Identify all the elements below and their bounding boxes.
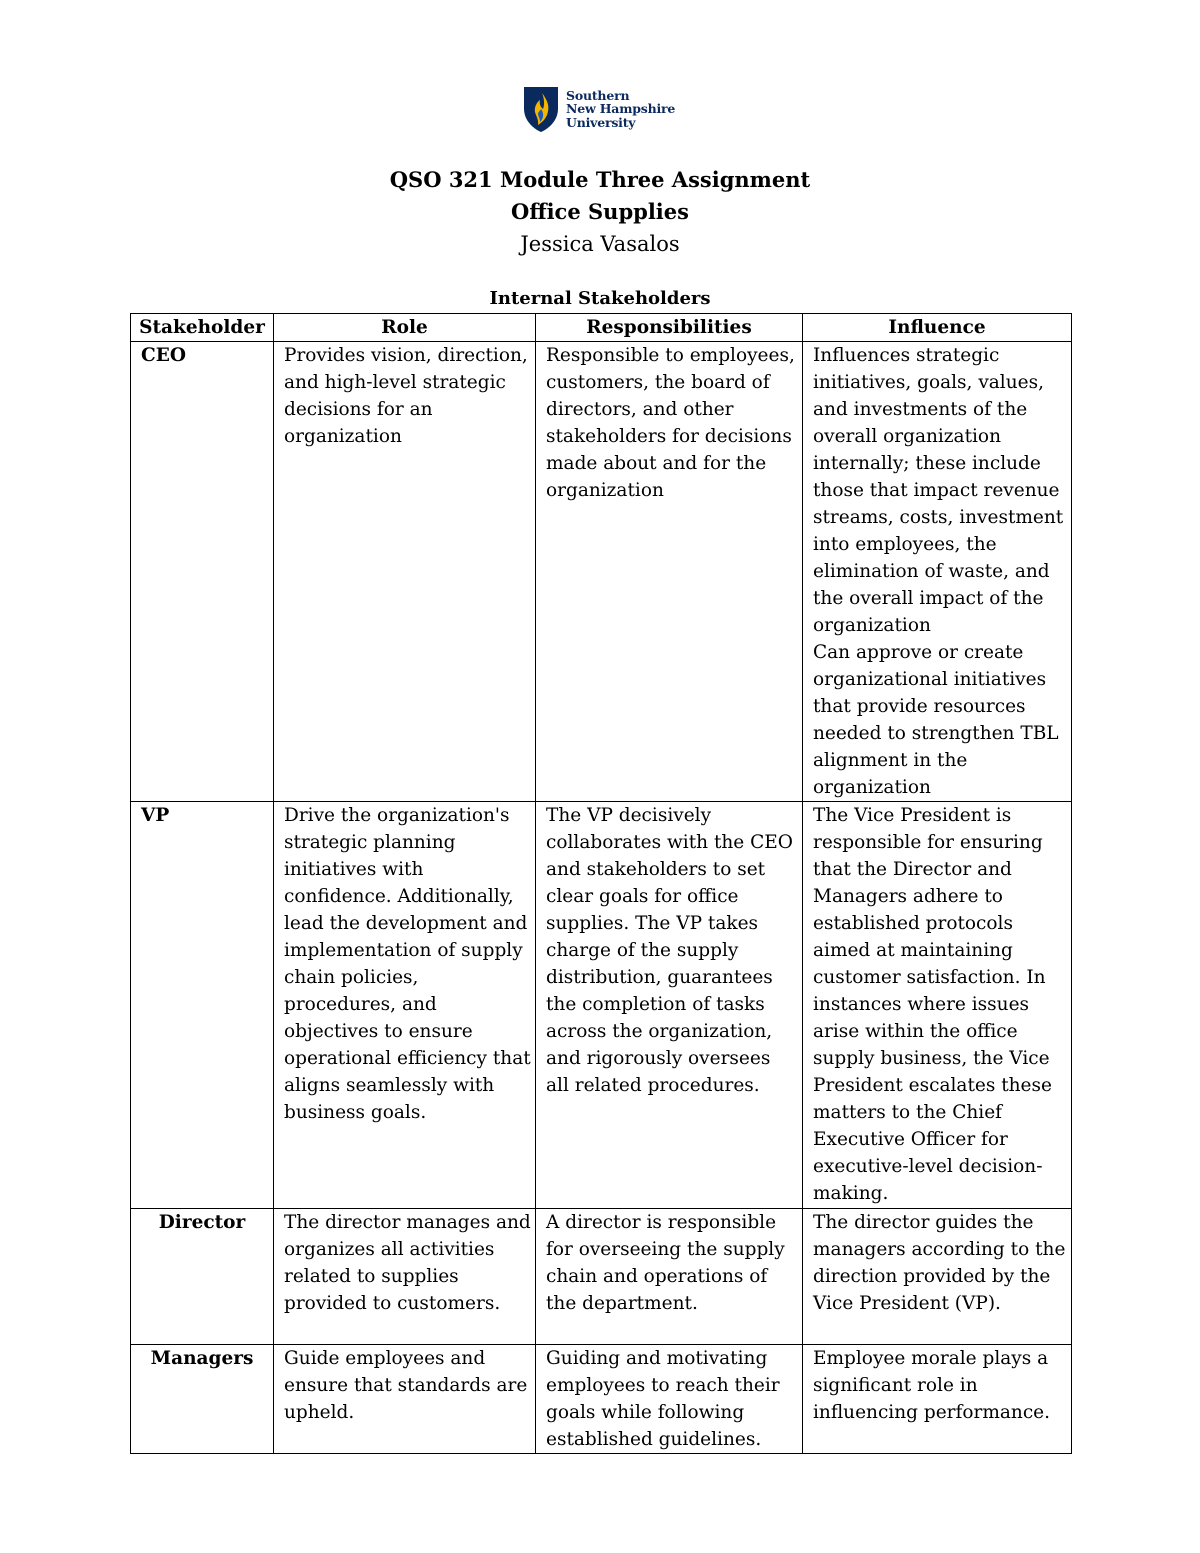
influence-cell	[803, 342, 1072, 802]
influence-cell	[803, 1209, 1072, 1345]
header-influence: Influence	[803, 314, 1072, 342]
responsibilities-cell	[536, 802, 803, 1209]
responsibilities-text: A director is responsible for overseeing the supply chain and operations of the department.	[546, 1212, 785, 1314]
header-role: Role	[274, 314, 536, 342]
snhu-shield-flame-icon	[522, 85, 560, 133]
influence-cell	[803, 802, 1072, 1209]
stakeholder-cell: Managers	[131, 1345, 274, 1454]
role-text: The director manages and organizes all activities related to supplies provided to customers.	[284, 1212, 531, 1314]
logo-line-3: University	[566, 114, 636, 130]
table-row	[131, 1345, 1072, 1454]
role-text: Provides vision, direction, and high-level strategic decisions for an organization	[284, 345, 528, 447]
influence-text: The director guides the managers according to the direction provided by the Vice President (VP).	[813, 1212, 1066, 1314]
table-header-row	[131, 314, 1072, 342]
document-author: Jessica Vasalos	[520, 232, 680, 256]
stakeholder-table	[130, 313, 1072, 1454]
logo-line-2: New Hampshire	[566, 101, 676, 117]
responsibilities-cell	[536, 342, 803, 802]
document-title: QSO 321 Module Three Assignment	[389, 167, 811, 192]
university-logo	[522, 84, 692, 134]
influence-text: Influences strategic initiatives, goals, values, and investments of the overall organization internally; these include those that impact revenue streams, costs, investment into employees, the elimination of waste, and the overall impact of the organization Can approve or create organizational initiatives that provide resources needed to strengthen TBL alignment in the organization	[813, 345, 1064, 798]
influence-cell	[803, 1345, 1072, 1454]
responsibilities-text: Responsible to employees, customers, the board of directors, and other stakeholders for decisions made about and for the organization	[546, 345, 795, 501]
table-row	[131, 342, 1072, 802]
stakeholder-cell: Director	[131, 1209, 274, 1345]
influence-text: The Vice President is responsible for ensuring that the Director and Managers adhere to established protocols aimed at maintaining customer satisfaction. In instances where issues arise within the office supply business, the Vice President escalates these matters to the Chief Executive Officer for executive-level decision-making.	[813, 805, 1052, 1204]
table-row	[131, 802, 1072, 1209]
document-header	[0, 164, 1200, 260]
table-caption: Internal Stakeholders	[489, 288, 711, 309]
role-cell	[274, 1345, 536, 1454]
role-text: Guide employees and ensure that standards are upheld.	[284, 1348, 528, 1423]
responsibilities-text: Guiding and motivating employees to reach their goals while following established guidelines.	[546, 1348, 780, 1450]
logo-wordmark	[566, 89, 675, 130]
header-stakeholder: Stakeholder	[131, 314, 274, 342]
responsibilities-cell	[536, 1345, 803, 1454]
header-responsibilities: Responsibilities	[536, 314, 803, 342]
role-cell	[274, 802, 536, 1209]
stakeholder-cell: CEO	[131, 342, 274, 802]
role-cell	[274, 342, 536, 802]
logo-line-1: Southern	[566, 87, 630, 103]
role-cell	[274, 1209, 536, 1345]
document-subtitle: Office Supplies	[511, 199, 689, 224]
responsibilities-text: The VP decisively collaborates with the CEO and stakeholders to set clear goals for office supplies. The VP takes charge of the supply distribution, guarantees the completion of tasks across the organization, and rigorously oversees all related procedures.	[546, 805, 793, 1096]
table-row	[131, 1209, 1072, 1345]
role-text: Drive the organization's strategic planning initiatives with confidence. Additionally, lead the development and implementation of supply chain policies, procedures, and objectives to ensure operational efficiency that aligns seamlessly with business goals.	[284, 805, 531, 1123]
stakeholder-cell: VP	[131, 802, 274, 1209]
responsibilities-cell	[536, 1209, 803, 1345]
influence-text: Employee morale plays a significant role in influencing performance.	[813, 1348, 1051, 1423]
